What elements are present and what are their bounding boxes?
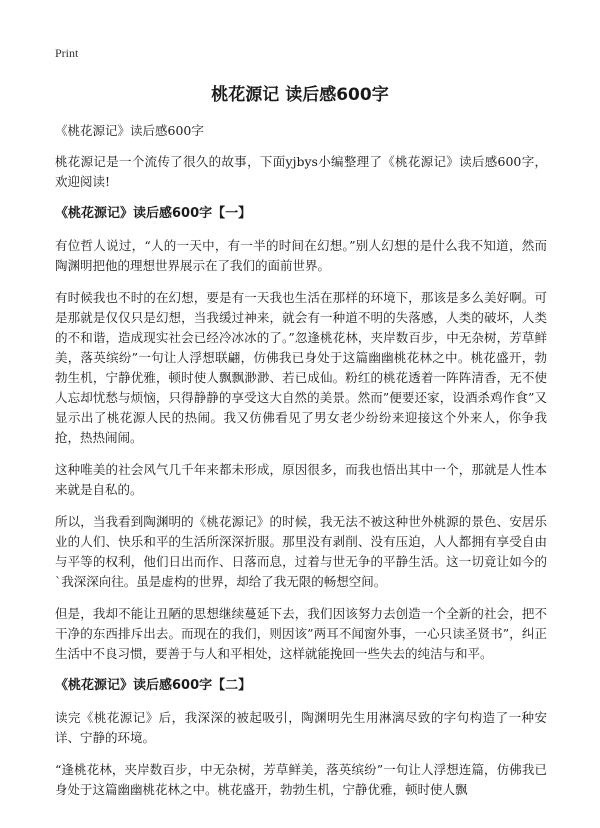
section-heading: 《桃花源记》读后感600字【二】 [55,678,252,693]
page-title: 桃花源记 读后感600字 [211,85,389,105]
paragraph: 这种唯美的社会风气几千年来都未形成，原因很多，而我也悟出其中一个，那就是人性本来就是自私的。 [55,462,547,497]
paragraph: 有位哲人说过，“人的一天中，有一半的时间在幻想。”别人幻想的是什么我不知道，然而陶渊明把他的理想世界展示在了我们的面前世界。 [55,238,547,273]
paragraph: 但是，我却不能让丑陋的思想继续蔓延下去，我们因该努力去创造一个全新的社会，把不干净的东西排斥出去。而现在的我们，则因该”两耳不闻窗外事，一心只读圣贤书”，纠正生活中不良习惯，要善于与人和平相处，这样就能挽回一些失去的纯洁与和平。 [55,606,547,661]
paragraph: 读完《桃花源记》后，我深深的被起吸引，陶渊明先生用淋漓尽致的字句构造了一种安详、宁静的环境。 [55,710,547,745]
print-link[interactable]: Print [55,46,79,60]
paragraph: 所以，当我看到陶渊明的《桃花源记》的时候，我无法不被这种世外桃源的景色、安居乐业的人们、快乐和平的生活所深深折服。那里没有剥削、没有压迫，人人都拥有享受自由与平等的权利，他们日出而作、日落而息，过着与世无争的平静生活。这一切竟让如今的`我深深向往。虽是虚构的世界，却给了我无限的畅想空间。 [55,514,547,589]
paragraph: “逢桃花林，夹岸数百步，中无杂树，芳草鲜美，落英缤纷”一句让人浮想连篇，仿佛我已身处于这篇幽幽桃花林之中。桃花盛开，勃勃生机，宁静优雅，顿时使人飘 [55,762,547,797]
section-heading: 《桃花源记》读后感600字【一】 [55,206,252,221]
intro-paragraph: 桃花源记是一个流传了很久的故事，下面yjbys小编整理了《桃花源记》读后感600字，欢迎阅读! [55,154,547,189]
paragraph: 有时候我也不时的在幻想，要是有一天我也生活在那样的环境下，那该是多么美好啊。可是那就是仅仅只是幻想，当我缓过神来，就会有一种道不明的失落感，人类的破坏，人类的不和谐，造成现实社会已经冷冰冰的了。”忽逢桃花林，夹岸数百步，中无杂树，芳草鲜美，落英缤纷”一句让人浮想联翩，仿佛我已身处于这篇幽幽桃花林之中。桃花盛开，勃勃生机，宁静优雅，顿时使人飘飘渺渺、若已成仙。粉红的桃花透着一阵阵清香，无不使人忘却忧愁与烦恼，只得静静的享受这大自然的美景。然而”便要还家，设酒杀鸡作食”又显示出了桃花源人民的热闹。我又仿佛看见了男女老少纷纷来迎接这个外来人，你争我抢，热热闹闹。 [55,290,547,445]
page-subtitle: 《桃花源记》读后感600字 [55,123,204,138]
article-body [55,152,547,812]
